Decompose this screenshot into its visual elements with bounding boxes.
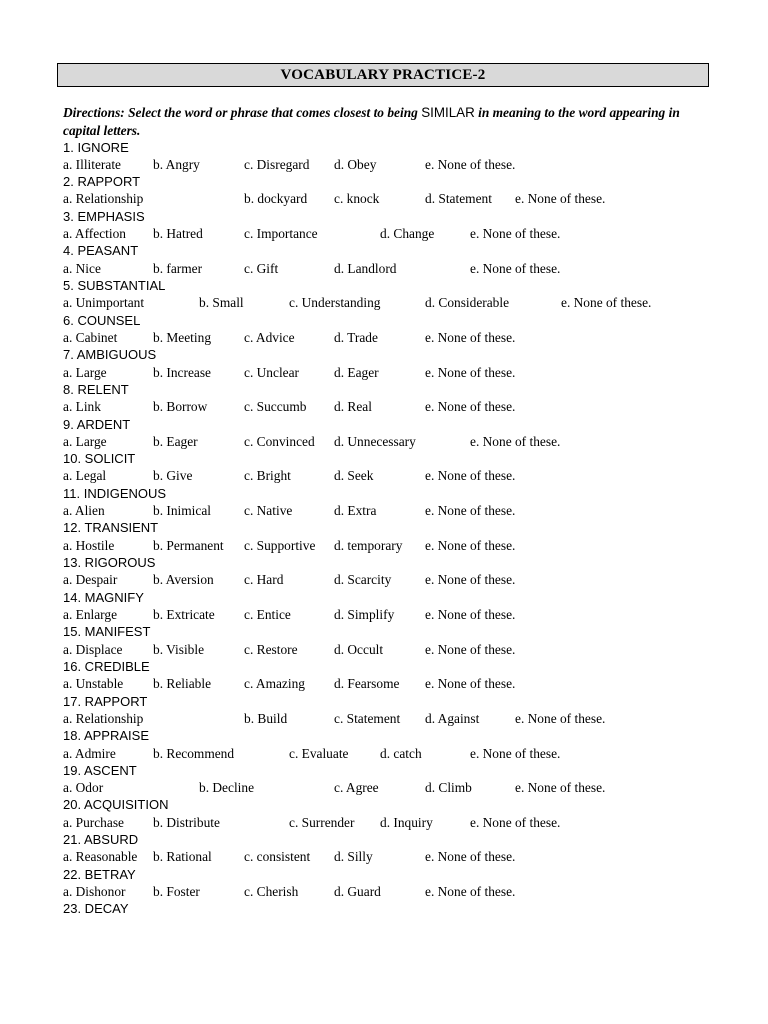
answer-option-e: e. None of these. — [425, 641, 516, 657]
directions-text-end: in meaning to the word appearing in capital letters. — [63, 105, 680, 138]
question-word: 6. COUNSEL — [63, 312, 141, 328]
question-word: 15. MANIFEST — [63, 624, 151, 640]
question-19 — [63, 763, 723, 798]
answer-option-b: b. Distribute — [153, 814, 220, 830]
answer-option-b: b. Recommend — [153, 745, 235, 761]
answer-option-c: c. Statement — [334, 710, 401, 726]
answer-option-e: e. None of these. — [470, 433, 561, 449]
answer-option-e: e. None of these. — [470, 226, 561, 242]
answer-option-b: b. Decline — [199, 780, 255, 796]
answer-option-c: c. consistent — [244, 849, 311, 865]
directions-text: Directions: Select the word or phrase that comes closest to being — [63, 105, 422, 120]
question-17 — [63, 694, 723, 729]
question-word: 10. SOLICIT — [63, 451, 136, 467]
question-16 — [63, 659, 723, 694]
question-23 — [63, 901, 723, 936]
answer-option-d: d. Climb — [425, 780, 472, 796]
answer-option-e: e. None of these. — [425, 676, 516, 692]
answer-option-c: c. Amazing — [244, 676, 305, 692]
answer-option-c: c. Bright — [244, 468, 291, 484]
answer-option-a: a. Displace — [63, 641, 123, 657]
answer-option-b: b. Give — [153, 468, 193, 484]
answer-option-a: a. Cabinet — [63, 329, 118, 345]
answer-option-a: a. Reasonable — [63, 849, 138, 865]
answer-option-b: b. Small — [199, 295, 244, 311]
question-11 — [63, 486, 723, 521]
answer-option-d: d. Landlord — [334, 260, 397, 276]
answer-option-d: d. Extra — [334, 503, 377, 519]
answer-option-a: a. Large — [63, 433, 107, 449]
answer-option-d: d. Considerable — [425, 295, 510, 311]
answer-option-d: d. Guard — [334, 884, 381, 900]
question-word: 7. AMBIGUOUS — [63, 347, 157, 363]
answer-option-d: d. Trade — [334, 329, 378, 345]
question-6 — [63, 313, 723, 348]
question-word: 11. INDIGENOUS — [63, 485, 167, 501]
answer-option-c: c. knock — [334, 191, 380, 207]
question-word: 14. MAGNIFY — [63, 589, 144, 605]
answer-option-a: a. Legal — [63, 468, 107, 484]
answer-option-b: b. Reliable — [153, 676, 212, 692]
question-word: 23. DECAY — [63, 901, 129, 917]
answer-option-e: e. None of these. — [470, 745, 561, 761]
answer-option-d: d. Change — [380, 226, 435, 242]
answer-option-c: c. Convinced — [244, 433, 315, 449]
question-word: 22. BETRAY — [63, 866, 136, 882]
answer-option-b: b. Borrow — [153, 399, 208, 415]
question-22 — [63, 867, 723, 902]
answer-option-e: e. None of these. — [515, 710, 606, 726]
answer-option-a: a. Unimportant — [63, 295, 145, 311]
answer-option-d: d. Unnecessary — [334, 433, 416, 449]
answer-option-d: d. catch — [380, 745, 422, 761]
answer-option-d: d. Silly — [334, 849, 373, 865]
question-word: 21. ABSURD — [63, 832, 139, 848]
answer-option-b: b. Inimical — [153, 503, 212, 519]
question-word: 16. CREDIBLE — [63, 658, 150, 674]
question-word: 8. RELENT — [63, 381, 129, 397]
answer-option-e: e. None of these. — [425, 884, 516, 900]
answer-option-a: a. Purchase — [63, 814, 124, 830]
question-7 — [63, 347, 723, 382]
question-21 — [63, 832, 723, 867]
question-18 — [63, 728, 723, 763]
answer-option-a: a. Large — [63, 364, 107, 380]
question-word: 9. ARDENT — [63, 416, 131, 432]
answer-option-e: e. None of these. — [425, 399, 516, 415]
answer-option-a: a. Odor — [63, 780, 104, 796]
question-4 — [63, 243, 723, 278]
page-title: VOCABULARY PRACTICE-2 — [57, 63, 709, 87]
answer-option-a: a. Admire — [63, 745, 116, 761]
answer-option-d: d. temporary — [334, 537, 403, 553]
answer-option-c: c. Supportive — [244, 537, 316, 553]
answer-option-e: e. None of these. — [470, 260, 561, 276]
answer-option-e: e. None of these. — [425, 849, 516, 865]
question-14 — [63, 590, 723, 625]
answer-option-a: a. Enlarge — [63, 606, 118, 622]
answer-option-d: d. Inquiry — [380, 814, 433, 830]
answer-option-e: e. None of these. — [515, 191, 606, 207]
answer-option-b: b. Aversion — [153, 572, 214, 588]
question-word: 4. PEASANT — [63, 243, 139, 259]
answer-option-c: c. Advice — [244, 329, 295, 345]
answer-option-c: c. Understanding — [289, 295, 381, 311]
answer-option-b: b. Build — [244, 710, 288, 726]
answer-option-a: a. Dishonor — [63, 884, 126, 900]
question-word: 13. RIGOROUS — [63, 555, 156, 571]
question-word: 17. RAPPORT — [63, 693, 148, 709]
answer-option-a: a. Alien — [63, 503, 105, 519]
answer-option-c: c. Surrender — [289, 814, 355, 830]
answer-option-e: e. None of these. — [470, 814, 561, 830]
answer-option-a: a. Link — [63, 399, 101, 415]
question-word: 20. ACQUISITION — [63, 797, 169, 813]
question-12 — [63, 520, 723, 555]
answer-option-e: e. None of these. — [425, 364, 516, 380]
answer-option-b: b. farmer — [153, 260, 203, 276]
answer-option-b: b. Angry — [153, 156, 200, 172]
answer-option-e: e. None of these. — [425, 606, 516, 622]
answer-option-b: b. Rational — [153, 849, 212, 865]
answer-option-d: d. Scarcity — [334, 572, 392, 588]
question-5 — [63, 278, 723, 313]
answer-option-c: c. Agree — [334, 780, 379, 796]
answer-option-b: b. Visible — [153, 641, 205, 657]
answer-option-c: c. Succumb — [244, 399, 307, 415]
question-3 — [63, 209, 723, 244]
answer-option-d: d. Occult — [334, 641, 384, 657]
answer-option-e: e. None of these. — [425, 537, 516, 553]
answer-option-b: b. Eager — [153, 433, 198, 449]
answer-option-e: e. None of these. — [425, 468, 516, 484]
question-word: 18. APPRAISE — [63, 728, 149, 744]
answer-option-e: e. None of these. — [425, 503, 516, 519]
answer-option-c: c. Importance — [244, 226, 318, 242]
question-word: 5. SUBSTANTIAL — [63, 278, 166, 294]
answer-option-a: a. Despair — [63, 572, 118, 588]
answer-option-e: e. None of these. — [515, 780, 606, 796]
answer-option-a: a. Relationship — [63, 191, 144, 207]
answer-option-c: c. Entice — [244, 606, 291, 622]
answer-option-c: c. Unclear — [244, 364, 300, 380]
answer-option-c: c. Disregard — [244, 156, 310, 172]
answer-option-d: d. Against — [425, 710, 480, 726]
answer-option-e: e. None of these. — [425, 156, 516, 172]
question-word: 3. EMPHASIS — [63, 208, 145, 224]
question-8 — [63, 382, 723, 417]
answer-option-b: b. dockyard — [244, 191, 308, 207]
question-2 — [63, 174, 723, 209]
answer-option-e: e. None of these. — [425, 329, 516, 345]
answer-option-c: c. Restore — [244, 641, 298, 657]
answer-option-c: c. Gift — [244, 260, 279, 276]
answer-option-d: d. Fearsome — [334, 676, 400, 692]
answer-option-b: b. Hatred — [153, 226, 203, 242]
answer-option-a: a. Illiterate — [63, 156, 121, 172]
answer-option-c: c. Cherish — [244, 884, 299, 900]
answer-option-b: b. Increase — [153, 364, 211, 380]
question-1 — [63, 140, 723, 175]
question-word: 12. TRANSIENT — [63, 520, 159, 536]
question-word: 2. RAPPORT — [63, 174, 141, 190]
answer-option-e: e. None of these. — [425, 572, 516, 588]
answer-option-b: b. Foster — [153, 884, 200, 900]
answer-option-d: d. Seek — [334, 468, 374, 484]
answer-option-a: a. Affection — [63, 226, 126, 242]
directions-keyword: SIMILAR — [421, 105, 475, 120]
answer-option-c: c. Native — [244, 503, 293, 519]
question-word: 19. ASCENT — [63, 762, 137, 778]
answer-option-b: b. Extricate — [153, 606, 215, 622]
answer-option-c: c. Evaluate — [289, 745, 349, 761]
answer-option-b: b. Permanent — [153, 537, 224, 553]
question-20 — [63, 797, 723, 832]
answer-option-a: a. Nice — [63, 260, 101, 276]
answer-option-d: d. Statement — [425, 191, 492, 207]
answer-option-c: c. Hard — [244, 572, 284, 588]
question-15 — [63, 624, 723, 659]
question-10 — [63, 451, 723, 486]
answer-option-d: d. Obey — [334, 156, 377, 172]
answer-option-d: d. Simplify — [334, 606, 395, 622]
answer-option-d: d. Eager — [334, 364, 379, 380]
answer-option-a: a. Unstable — [63, 676, 124, 692]
question-word: 1. IGNORE — [63, 139, 129, 155]
answer-option-d: d. Real — [334, 399, 372, 415]
answer-option-a: a. Relationship — [63, 710, 144, 726]
answer-option-a: a. Hostile — [63, 537, 115, 553]
answer-option-b: b. Meeting — [153, 329, 212, 345]
directions — [63, 104, 703, 139]
answer-option-e: e. None of these. — [561, 295, 652, 311]
question-9 — [63, 417, 723, 452]
question-13 — [63, 555, 723, 590]
